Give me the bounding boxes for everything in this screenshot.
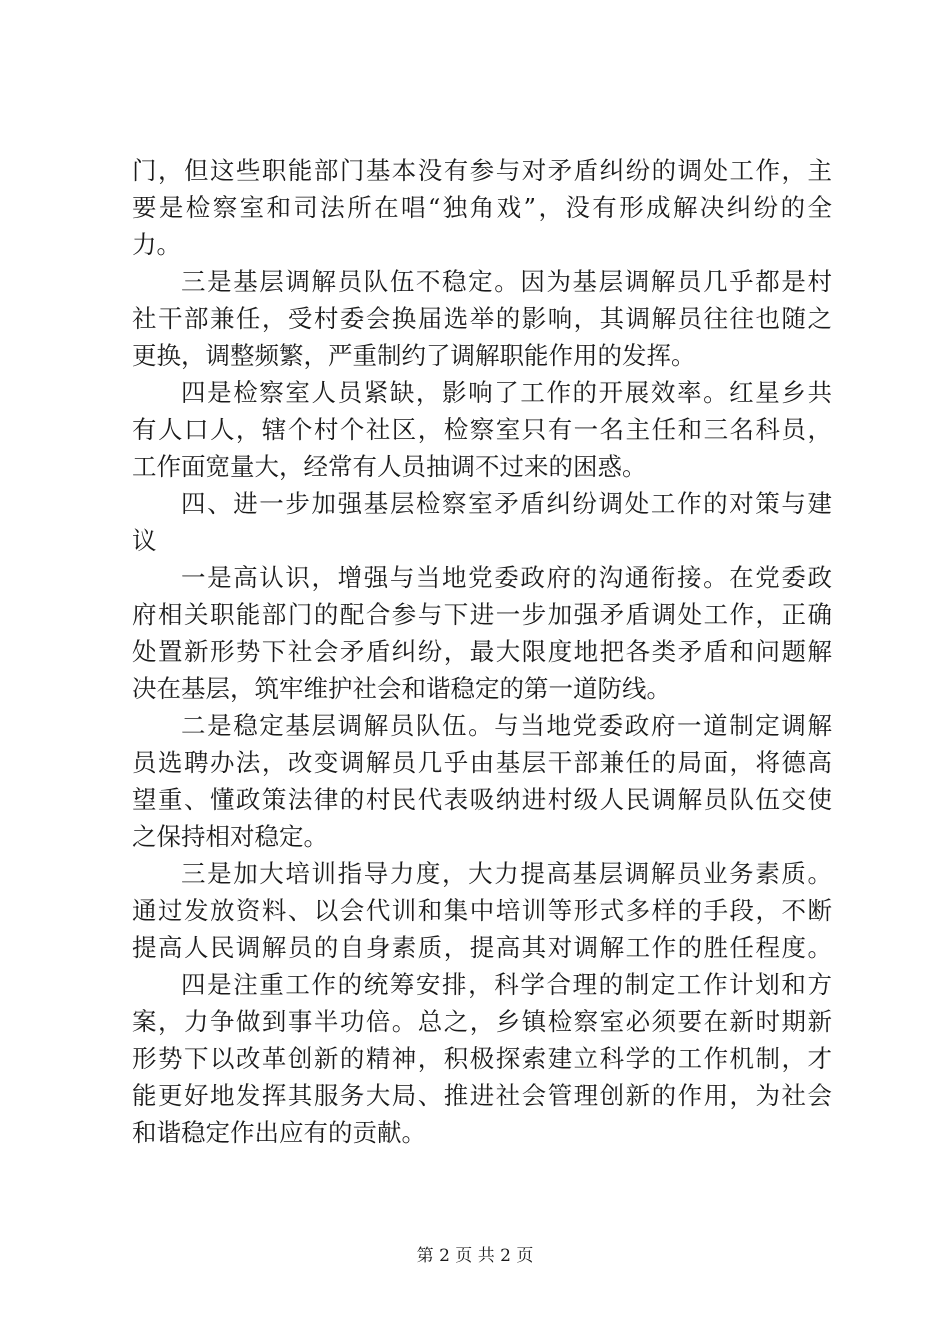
text-line: 和谐稳定作出应有的贡献。: [132, 1118, 426, 1147]
text-line: 三是基层调解员队伍不稳定。因为基层调解员几乎都是村: [181, 267, 832, 296]
text-line: 员选聘办法，改变调解员几乎由基层干部兼任的局面，将德高: [132, 748, 832, 777]
text-line: 工作面宽量大，经常有人员抽调不过来的困惑。: [132, 452, 647, 481]
text-line: 门，但这些职能部门基本没有参与对矛盾纠纷的调处工作，主: [132, 156, 832, 185]
text-line: 提高人民调解员的自身素质，提高其对调解工作的胜任程度。: [132, 933, 832, 962]
document-body: [132, 152, 832, 1151]
text-line: 更换，调整频繁，严重制约了调解职能作用的发挥。: [132, 341, 696, 370]
text-line: 四是检察室人员紧缺，影响了工作的开展效率。红星乡共: [181, 378, 832, 407]
text-line: 力。: [132, 230, 181, 259]
text-line: 社干部兼任，受村委会换届选举的影响，其调解员往往也随之: [132, 304, 832, 333]
page-footer: 第 2 页 共 2 页: [416, 1246, 534, 1266]
text-line: 案，力争做到事半功倍。总之，乡镇检察室必须要在新时期新: [132, 1007, 832, 1036]
text-line: 处置新形势下社会矛盾纠纷，最大限度地把各类矛盾和问题解: [132, 637, 832, 666]
text-line: 四是注重工作的统筹安排，科学合理的制定工作计划和方: [181, 970, 832, 999]
text-line: 三是加大培训指导力度，大力提高基层调解员业务素质。: [181, 859, 832, 888]
text-line: 形势下以改革创新的精神，积极探索建立科学的工作机制，才: [132, 1044, 832, 1073]
text-line: 议: [132, 526, 157, 555]
text-line: 有人口人，辖个村个社区，检察室只有一名主任和三名科员，: [132, 415, 832, 444]
text-line: 决在基层，筑牢维护社会和谐稳定的第一道防线。: [132, 674, 671, 703]
text-line: 通过发放资料、以会代训和集中培训等形式多样的手段，不断: [132, 896, 832, 925]
text-line: 望重、懂政策法律的村民代表吸纳进村级人民调解员队伍交使: [132, 785, 832, 814]
text-line: 之保持相对稳定。: [132, 822, 328, 851]
text-line: 二是稳定基层调解员队伍。与当地党委政府一道制定调解: [181, 711, 832, 740]
text-line: 一是高认识，增强与当地党委政府的沟通衔接。在党委政: [181, 563, 832, 592]
text-line: 四、进一步加强基层检察室矛盾纠纷调处工作的对策与建: [181, 489, 832, 518]
text-line: 要是检察室和司法所在唱“独角戏”，没有形成解决纠纷的全: [132, 193, 832, 222]
text-line: 府相关职能部门的配合参与下进一步加强矛盾调处工作，正确: [132, 600, 832, 629]
text-line: 能更好地发挥其服务大局、推进社会管理创新的作用，为社会: [132, 1081, 832, 1110]
